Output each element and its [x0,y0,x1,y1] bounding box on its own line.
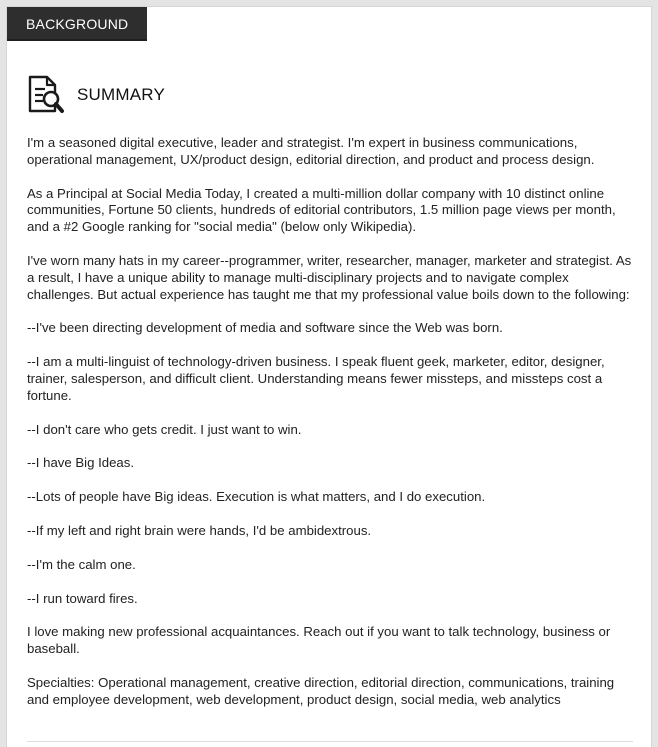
background-card [6,6,652,747]
summary-paragraph: --I've been directing development of media and software since the Web was born. [27,320,503,336]
section-divider [27,741,633,742]
document-search-icon [27,75,65,115]
summary-paragraph: --I have Big Ideas. [27,455,135,471]
summary-header [27,75,165,115]
summary-paragraph: I'm a seasoned digital executive, leader and strategist. I'm expert in business communications, operational management, UX/product design, editorial direction, and product and process design. [27,135,595,167]
summary-paragraph: I love making new professional acquaintances. Reach out if you want to talk technology, business or baseball. [27,624,611,657]
summary-paragraph: As a Principal at Social Media Today, I created a multi-million dollar company with 10 distinct online communities, Fortune 50 clients, hundreds of editorial contributors, 1.5 million page views per month, and a #2 Google ranking for "social media" (below only Wikipedia). [27,185,616,235]
summary-paragraph: --I am a multi-linguist of technology-driven business. I speak fluent geek, marketer, editor, designer, trainer, salesperson, and difficult client. Understanding means fewer missteps, and missteps cost a fortune. [27,354,605,403]
summary-paragraph: I've worn many hats in my career--programmer, writer, researcher, manager, marketer and strategist. As a result, I have a unique ability to manage multi-disciplinary projects and to navigate complex challenges. But actual experience has taught me that my professional value boils down to the following: [27,252,632,302]
summary-paragraph: Specialties: Operational management, creative direction, editorial direction, communications, training and employee development, web development, product design, social media, web analytics [27,674,615,707]
background-section-tab: BACKGROUND [7,7,147,41]
summary-paragraph: --I'm the calm one. [27,556,136,572]
summary-body [27,135,637,726]
summary-paragraph: --Lots of people have Big ideas. Execution is what matters, and I do execution. [27,489,486,505]
summary-paragraph: --I don't care who gets credit. I just want to win. [27,421,302,437]
summary-paragraph: --I run toward fires. [27,590,138,606]
summary-title: SUMMARY [77,85,165,104]
summary-paragraph: --If my left and right brain were hands, I'd be ambidextrous. [27,522,372,538]
